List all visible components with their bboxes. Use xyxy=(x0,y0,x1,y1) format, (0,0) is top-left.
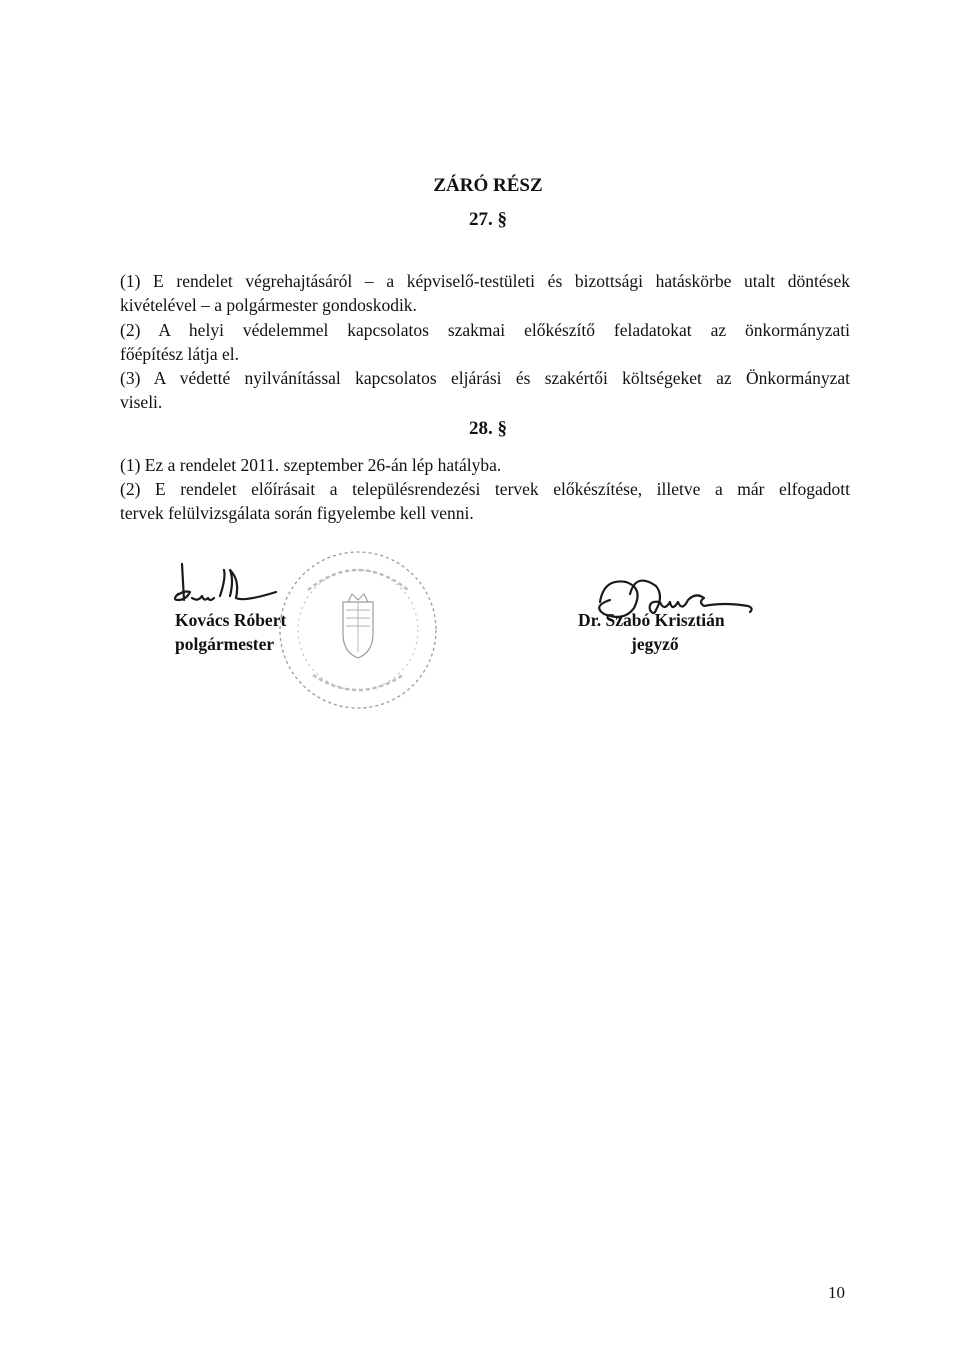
mayor-signature xyxy=(168,556,318,616)
signatory-title-notary: jegyző xyxy=(631,634,679,654)
paragraph-line: tervek felülvizsgálata során figyelembe kell venni. xyxy=(120,503,474,523)
paragraph-line: (1) E rendelet végrehajtásáról – a képviselő-testületi és bizottsági hatáskörbe utalt döntések xyxy=(120,271,850,291)
paragraph-28-2 xyxy=(120,477,850,525)
section-heading-27: 27. § xyxy=(469,209,507,230)
paragraph-27-3 xyxy=(120,366,850,414)
paragraph-line: (2) E rendelet előírásait a településrendezési tervek előkészítése, illetve a már elfogadott xyxy=(120,479,850,499)
signatory-name-notary: Dr. Szabó Krisztián xyxy=(578,610,725,630)
paragraph-27-1 xyxy=(120,269,850,317)
paragraph-line: kivételével – a polgármester gondoskodik. xyxy=(120,295,417,315)
signatory-title-mayor: polgármester xyxy=(175,634,275,654)
paragraph-27-2 xyxy=(120,318,850,366)
page-number: 10 xyxy=(828,1283,845,1302)
paragraph-28-1 xyxy=(120,453,850,477)
signatory-name-mayor: Kovács Róbert xyxy=(175,610,287,630)
section-heading-28: 28. § xyxy=(469,418,507,439)
paragraph-line: (3) A védetté nyilvánítással kapcsolatos eljárási és szakértői költségeket az Önkormányzat xyxy=(120,368,850,388)
paragraph-line: (1) Ez a rendelet 2011. szeptember 26-án lép hatályba. xyxy=(120,455,502,475)
paragraph-line: főépítész látja el. xyxy=(120,344,240,364)
paragraph-line: viseli. xyxy=(120,392,163,412)
paragraph-line: (2) A helyi védelemmel kapcsolatos szakmai előkészítő feladatokat az önkormányzati xyxy=(120,320,850,340)
section-title: ZÁRÓ RÉSZ xyxy=(433,175,543,196)
